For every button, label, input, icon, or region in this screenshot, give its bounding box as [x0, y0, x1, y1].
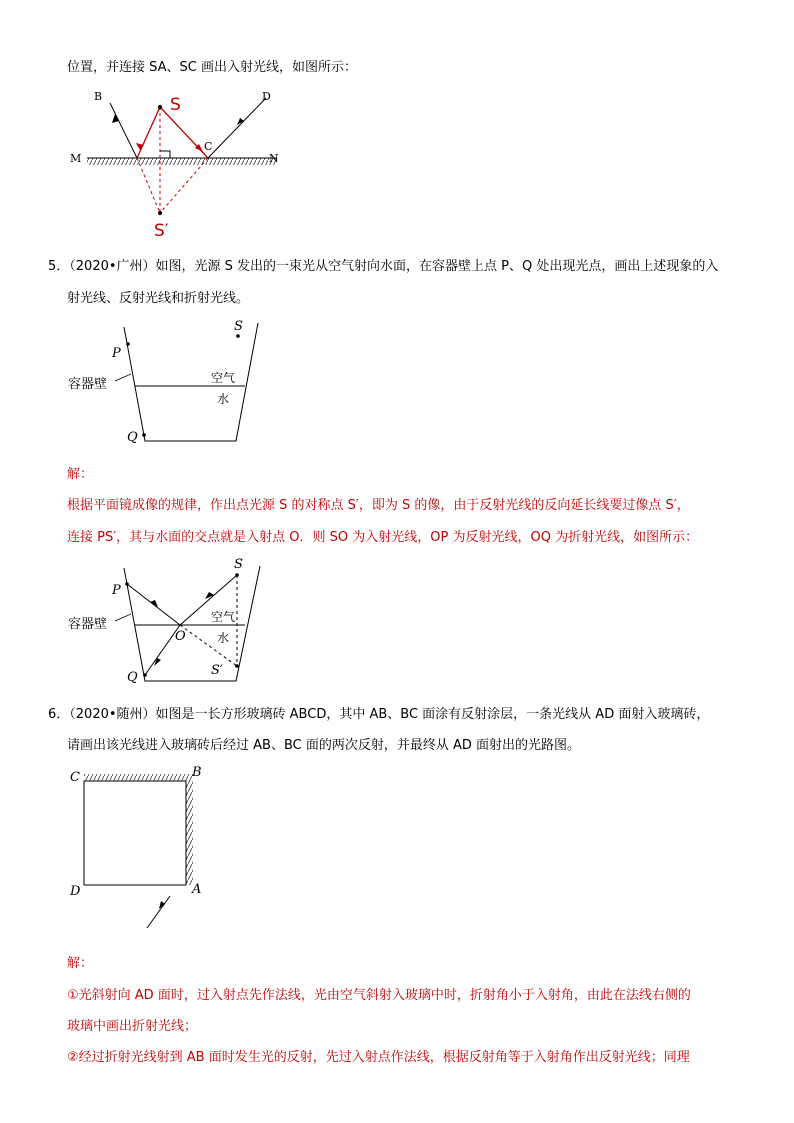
label-Q: Q — [127, 670, 138, 685]
label-water: 水 — [217, 631, 230, 645]
label-Q: Q — [127, 430, 138, 445]
label-B: B — [94, 90, 103, 103]
intro-text: 位置，并连接 SA、SC 画出入射光线，如图所示： — [67, 60, 357, 75]
answer-5-title: 解： — [67, 467, 94, 482]
label-C: C — [204, 140, 213, 153]
figure-mirror — [70, 90, 279, 241]
label-water: 水 — [217, 392, 230, 406]
answer-5-line1: 根据平面镜成像的规律，作出点光源 S 的对称点 S′，即为 S 的像，由于反射光线的反向延长线要过像点 S′， — [67, 498, 690, 513]
label-S: S — [234, 319, 243, 334]
question-6-line2: 请画出该光线进入玻璃砖后经过 AB、BC 面的两次反射，并最终从 AD 面射出的光路图。 — [67, 738, 581, 753]
label-D: D — [70, 884, 81, 899]
label-air: 空气 — [211, 610, 236, 624]
label-B: B — [192, 765, 202, 780]
label-N: N — [269, 152, 279, 165]
label-S: S — [234, 557, 243, 572]
label-air: 空气 — [211, 371, 236, 385]
label-O: O — [175, 629, 186, 644]
question-6-line1: 6．（2020•随州）如图是一长方形玻璃砖 ABCD，其中 AB、BC 面涂有反射涂层，一条光线从 AD 面射入玻璃砖， — [48, 707, 710, 722]
label-wall: 容器壁 — [68, 617, 108, 632]
label-C: C — [70, 770, 80, 785]
label-P: P — [112, 583, 121, 598]
question-5-line1: 5．（2020•广州）如图，光源 S 发出的一束光从空气射向水面，在容器壁上点 P、Q 处出现光点，画出上述现象的入 — [48, 259, 719, 274]
answer-5-line2: 连接 PS′，其与水面的交点就是入射点 O．则 SO 为入射光线，OP 为反射光线，OQ 为折射光线，如图所示： — [67, 530, 699, 545]
answer-6-line3: ②经过折射光线射到 AB 面时发生光的反射，先过入射点作法线，根据反射角等于入射角作出反射光线；同理 — [67, 1050, 690, 1065]
label-D: D — [262, 90, 271, 103]
label-P: P — [112, 346, 121, 361]
label-M: M — [70, 152, 82, 165]
label-S: S — [170, 95, 181, 115]
answer-6-line1: ①光斜射向 AD 面时，过入射点先作法线，光由空气斜射入玻璃中时，折射角小于入射角，由此在法线右侧的 — [67, 988, 691, 1003]
label-wall: 容器壁 — [68, 377, 108, 392]
figure-container — [68, 319, 258, 445]
figure-glass-brick — [69, 765, 202, 928]
label-A: A — [192, 882, 202, 897]
answer-6-line2: 玻璃中画出折射光线； — [67, 1019, 198, 1034]
question-5-line2: 射光线、反射光线和折射光线。 — [67, 291, 250, 306]
answer-6-title: 解： — [67, 956, 94, 971]
label-S-prime: S′ — [211, 663, 223, 678]
label-S-prime: S′ — [154, 221, 169, 241]
figure-container-answer — [68, 557, 260, 685]
